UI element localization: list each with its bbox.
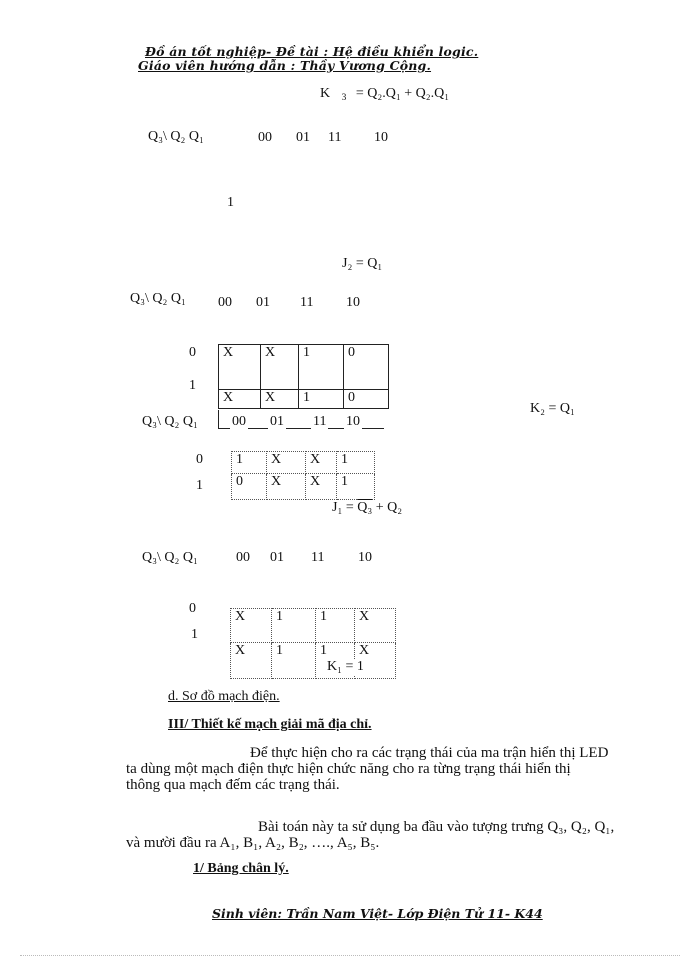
equation-k2: K₂ = Q₁ xyxy=(530,401,575,416)
kmap-j2-bracket-left xyxy=(218,410,221,428)
doc-header-advisor: Giáo viên hướng dẫn : Thầy Vương Cộng. xyxy=(138,58,432,73)
equation-k1: K₁ = 1 xyxy=(327,659,364,674)
kmap-k1-cell: X xyxy=(231,609,272,643)
paragraph-1-line-2: ta dùng một mạch điện thực hiện chức năng cho ra từng trạng thái hiển thị xyxy=(126,761,571,777)
kmap-j2-col-1: 01 xyxy=(256,295,270,310)
kmap-j2-row-1: 1 xyxy=(189,378,196,393)
section-d-heading: d. Sơ đồ mạch điện. xyxy=(168,689,280,704)
equation-k3-sub: 3 xyxy=(341,93,347,103)
kmap-k1-cell: 1 xyxy=(272,609,316,643)
kmap-k1-cell: X xyxy=(355,609,396,643)
kmap-k2-cell: 1 xyxy=(337,452,375,474)
kmap-k1-cell: X xyxy=(231,643,272,679)
kmap-j2-cell: 0 xyxy=(344,390,389,409)
kmap-j2-row-0: 0 xyxy=(189,345,196,360)
kmap-j2-cell: X xyxy=(261,390,299,409)
kmap-k1-cell: X xyxy=(355,643,396,679)
kmap-j2-corner: Q₃\ Q₂ Q₁ xyxy=(130,291,186,306)
kmap-k1-col-2: 11 xyxy=(311,550,325,565)
kmap-j2-cell: 1 xyxy=(299,390,344,409)
kmap-k1-cell: 1 xyxy=(272,643,316,679)
kmap-k2-row-0: 0 xyxy=(196,452,203,467)
kmap-j2-col-3: 10 xyxy=(346,295,360,310)
equation-k3 xyxy=(320,86,449,103)
kmap-k2-col-2: 11 xyxy=(313,414,327,429)
kmap-k1-cell: 1 xyxy=(316,643,355,679)
kmap-k2-cell: X xyxy=(306,452,337,474)
kmap-k2-col-3: 10 xyxy=(346,414,360,429)
kmap-j2-cell: X xyxy=(219,345,261,390)
kmap-k3-col-0: 00 xyxy=(258,130,272,145)
section-iii-heading: III/ Thiết kế mạch giải mã địa chỉ. xyxy=(168,717,372,732)
kmap-k2-cell: X xyxy=(306,474,337,500)
section-1-heading: 1/ Bảng chân lý. xyxy=(193,861,289,876)
paragraph-1-line-1: Để thực hiện cho ra các trạng thái của ma trận hiển thị LED xyxy=(250,745,609,761)
kmap-k2-cell: X xyxy=(267,474,306,500)
kmap-j2-col-0: 00 xyxy=(218,295,232,310)
kmap-j2-cell: 1 xyxy=(299,345,344,390)
kmap-j2-grid xyxy=(218,344,389,409)
kmap-k2-grid xyxy=(231,451,375,500)
kmap-k2-col-1: 01 xyxy=(270,414,284,429)
equation-k3-lhs: K xyxy=(320,86,331,101)
kmap-k1-row-0: 0 xyxy=(189,601,196,616)
kmap-j2-cell: X xyxy=(219,390,261,409)
equation-j2: J₂ = Q₁ xyxy=(342,256,383,271)
doc-header-title: Đồ án tốt nghiệp- Đề tài : Hệ điều khiển logic. xyxy=(145,44,479,59)
paragraph-2-line-2: và mười đầu ra A₁, B₁, A₂, B₂, …., A₅, B₅. xyxy=(126,835,380,851)
kmap-j2-col-2: 11 xyxy=(300,295,314,310)
kmap-k1-col-0: 00 xyxy=(236,550,250,565)
kmap-k2-cell: 1 xyxy=(232,452,267,474)
equation-j1-rhs: + Q₂ xyxy=(372,500,403,515)
equation-j1-bar-term: Q₃ xyxy=(357,500,373,515)
kmap-k2-corner: Q₃\ Q₂ Q₁ xyxy=(142,414,202,430)
kmap-k1-corner: Q₃\ Q₂ Q₁ xyxy=(142,550,198,565)
equation-j1 xyxy=(332,500,402,516)
equation-j1-lhs: J₁ = xyxy=(332,500,358,515)
kmap-j2-cell: X xyxy=(261,345,299,390)
kmap-k2-cell: 0 xyxy=(232,474,267,500)
doc-footer-student: Sinh viên: Trần Nam Việt- Lớp Điện Tử 11- K44 xyxy=(212,906,543,921)
kmap-k2-cell: 1 xyxy=(337,474,375,500)
kmap-k3-stray-value: 1 xyxy=(227,195,234,210)
kmap-k1-col-3: 10 xyxy=(358,550,372,565)
kmap-k3-corner: Q₃\ Q₂ Q₁ xyxy=(148,129,204,144)
kmap-k3-col-3: 10 xyxy=(374,130,388,145)
kmap-k1-col-1: 01 xyxy=(270,550,284,565)
kmap-k1-cell: 1 xyxy=(316,609,355,643)
kmap-k3-col-1: 01 xyxy=(296,130,310,145)
equation-k3-rhs: = Q₂.Q₁ + Q₂.Q₁ xyxy=(355,86,450,101)
page-break-line xyxy=(20,955,680,956)
kmap-k2-col-0: 00 xyxy=(232,414,246,429)
kmap-j2-cell: 0 xyxy=(344,345,389,390)
paragraph-2-line-1: Bài toán này ta sử dụng ba đầu vào tượng trưng Q₃, Q₂, Q₁, xyxy=(258,819,615,835)
kmap-k3-col-2: 11 xyxy=(328,130,342,145)
kmap-k2-row-1: 1 xyxy=(196,478,203,493)
kmap-k1-grid xyxy=(230,608,396,679)
kmap-k1-row-1: 1 xyxy=(191,627,198,642)
kmap-k2-cell: X xyxy=(267,452,306,474)
paragraph-1-line-3: thông qua mạch đếm các trạng thái. xyxy=(126,777,340,793)
